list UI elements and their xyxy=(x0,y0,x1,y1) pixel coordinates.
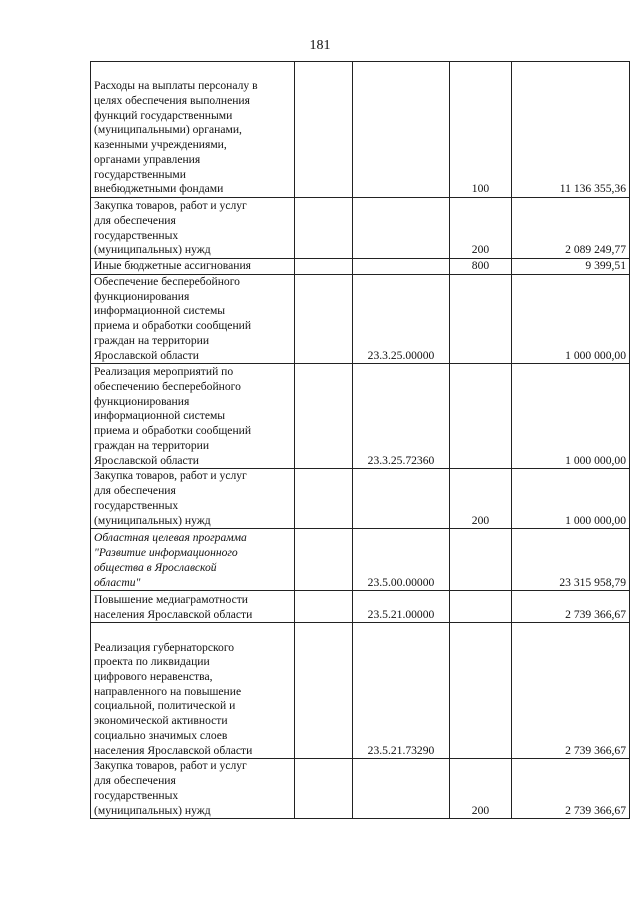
empty-cell xyxy=(295,529,353,591)
row-amount: 1 000 000,00 xyxy=(512,275,630,364)
row-name: Реализация мероприятий по обеспечению бесперебойного функционирования информационной системы приема и обработки сообщений граждан на территории Ярославской области xyxy=(94,365,252,467)
row-name-cell xyxy=(91,259,295,275)
row-name: Повышение медиаграмотности населения Ярославской области xyxy=(94,592,253,621)
row-amount: 2 739 366,67 xyxy=(512,759,630,819)
row-type: 800 xyxy=(450,259,512,275)
row-type: 200 xyxy=(450,469,512,529)
row-name: Областная целевая программа "Развитие информационного общества в Ярославской области" xyxy=(94,531,247,589)
table-row xyxy=(91,469,630,529)
row-code: 23.5.21.73290 xyxy=(353,623,450,759)
row-amount: 1 000 000,00 xyxy=(512,469,630,529)
budget-table xyxy=(90,61,630,819)
row-code xyxy=(353,259,450,275)
row-name-cell xyxy=(91,591,295,623)
row-name-cell xyxy=(91,623,295,759)
row-name-cell xyxy=(91,198,295,259)
row-name: Иные бюджетные ассигнования xyxy=(94,259,251,273)
row-code xyxy=(353,469,450,529)
empty-cell xyxy=(295,275,353,364)
row-name-cell xyxy=(91,469,295,529)
empty-cell xyxy=(295,623,353,759)
table-row xyxy=(91,259,630,275)
row-code xyxy=(353,62,450,198)
row-type xyxy=(450,623,512,759)
table-row xyxy=(91,759,630,819)
row-name-cell xyxy=(91,364,295,469)
row-amount: 11 136 355,36 xyxy=(512,62,630,198)
row-amount: 2 739 366,67 xyxy=(512,591,630,623)
row-type xyxy=(450,529,512,591)
empty-cell xyxy=(295,259,353,275)
row-name-cell xyxy=(91,759,295,819)
empty-cell xyxy=(295,759,353,819)
row-amount: 9 399,51 xyxy=(512,259,630,275)
row-type xyxy=(450,275,512,364)
row-code: 23.5.21.00000 xyxy=(353,591,450,623)
table-row xyxy=(91,591,630,623)
row-name-cell xyxy=(91,62,295,198)
table-row xyxy=(91,275,630,364)
table-row xyxy=(91,623,630,759)
row-code xyxy=(353,198,450,259)
row-amount: 2 089 249,77 xyxy=(512,198,630,259)
row-type xyxy=(450,591,512,623)
row-code: 23.5.00.00000 xyxy=(353,529,450,591)
row-type: 100 xyxy=(450,62,512,198)
row-name-cell xyxy=(91,275,295,364)
row-name: Закупка товаров, работ и услуг для обеспечения государственных (муниципальных) нужд xyxy=(94,759,247,817)
row-name-cell xyxy=(91,529,295,591)
empty-cell xyxy=(295,469,353,529)
row-name: Закупка товаров, работ и услуг для обеспечения государственных (муниципальных) нужд xyxy=(94,199,247,257)
row-code: 23.3.25.00000 xyxy=(353,275,450,364)
table-row xyxy=(91,529,630,591)
row-name: Обеспечение бесперебойного функционирования информационной системы приема и обработки сообщений граждан на территории Ярославской области xyxy=(94,275,252,362)
row-type xyxy=(450,364,512,469)
row-name: Закупка товаров, работ и услуг для обеспечения государственных (муниципальных) нужд xyxy=(94,469,247,527)
page-number: 181 xyxy=(309,38,331,53)
row-amount: 2 739 366,67 xyxy=(512,623,630,759)
table-row xyxy=(91,364,630,469)
table-row xyxy=(91,198,630,259)
row-code xyxy=(353,759,450,819)
empty-cell xyxy=(295,364,353,469)
row-type: 200 xyxy=(450,198,512,259)
empty-cell xyxy=(295,62,353,198)
empty-cell xyxy=(295,591,353,623)
table-row xyxy=(91,62,630,198)
row-name: Расходы на выплаты персоналу в целях обеспечения выполнения функций государственными (муниципальными) органами, казенными учреждениями, органами управления государственными внебюджетными фондами xyxy=(94,79,258,196)
row-code: 23.3.25.72360 xyxy=(353,364,450,469)
row-amount: 23 315 958,79 xyxy=(512,529,630,591)
row-type: 200 xyxy=(450,759,512,819)
row-name: Реализация губернаторского проекта по ликвидации цифрового неравенства, направленного на повышение социальной, политической и экономической активности социально значимых слоев населения Ярославской области xyxy=(94,640,253,757)
empty-cell xyxy=(295,198,353,259)
row-amount: 1 000 000,00 xyxy=(512,364,630,469)
